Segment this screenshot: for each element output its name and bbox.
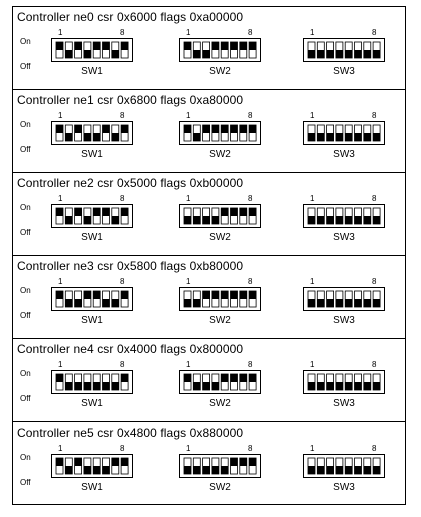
- off-label: Off: [20, 228, 31, 238]
- switch-number-last: 8: [372, 111, 377, 121]
- switch-toggle-off: [345, 382, 352, 390]
- switch-toggle-off: [345, 133, 352, 141]
- switch-toggle-on: [249, 374, 256, 382]
- controller-panel: [13, 256, 405, 339]
- switch-housing-border: [52, 122, 133, 145]
- switch-toggle-off: [84, 466, 91, 474]
- switch-toggle-off: [336, 382, 343, 390]
- switch-toggle-on: [240, 42, 247, 50]
- switch-toggle-on: [249, 125, 256, 133]
- switch-toggle-off: [65, 216, 72, 224]
- switch-toggle-off: [103, 466, 110, 474]
- controller-title: Controller ne3 csr 0x5800 flags 0xb80000: [17, 259, 244, 274]
- dip-switch-block: [51, 444, 133, 495]
- switch-toggle-on: [212, 42, 219, 50]
- switch-toggle-off: [65, 466, 72, 474]
- switch-toggle-off: [212, 216, 219, 224]
- switch-toggle-off: [373, 466, 380, 474]
- switch-toggle-off: [327, 133, 334, 141]
- dip-switch-block: [303, 111, 385, 162]
- switch-toggle-on: [103, 42, 110, 50]
- switch-toggle-off: [373, 299, 380, 307]
- switch-toggle-off: [65, 50, 72, 58]
- switch-number-last: 8: [248, 277, 253, 287]
- switch-number-first: 1: [310, 277, 315, 287]
- on-label: On: [20, 37, 31, 46]
- switch-housing-border: [304, 205, 385, 228]
- switch-housing: [51, 287, 133, 311]
- switch-housing-border: [304, 454, 385, 477]
- switch-toggle-off: [355, 50, 362, 58]
- switch-toggle-on: [121, 125, 128, 133]
- switch-toggle-on: [93, 42, 100, 50]
- switch-number-last: 8: [248, 28, 253, 37]
- switch-housing-border: [180, 288, 261, 311]
- switch-toggle-off: [355, 382, 362, 390]
- dip-switch-block: [303, 277, 385, 328]
- switch-toggle-off: [327, 299, 334, 307]
- switch-toggle-off: [84, 216, 91, 224]
- switch-label: SW3: [333, 398, 355, 410]
- switch-housing-border: [180, 39, 261, 62]
- switch-toggle-on: [221, 42, 228, 50]
- switch-toggle-on: [249, 208, 256, 216]
- switch-toggle-off: [203, 382, 210, 390]
- switch-toggle-off: [373, 216, 380, 224]
- dip-switch-block: [179, 111, 261, 162]
- switch-label: SW1: [81, 315, 103, 327]
- switch-number-first: 1: [186, 443, 191, 453]
- switch-housing-border: [180, 122, 261, 145]
- switch-toggle-off: [93, 466, 100, 474]
- dip-switch-block: [51, 111, 133, 162]
- switch-label: SW1: [81, 232, 103, 244]
- switch-toggle-off: [93, 133, 100, 141]
- switch-label: SW1: [81, 149, 103, 161]
- switch-number-first: 1: [186, 360, 191, 370]
- switch-toggle-on: [93, 208, 100, 216]
- switch-toggle-off: [65, 382, 72, 390]
- switch-housing: [303, 38, 385, 62]
- switch-toggle-off: [355, 133, 362, 141]
- switch-number-first: 1: [310, 28, 315, 37]
- on-label: On: [20, 203, 31, 213]
- switch-number-first: 1: [186, 111, 191, 121]
- dip-switch-block: [51, 194, 133, 245]
- switch-label: SW2: [209, 66, 231, 77]
- switch-toggle-off: [112, 50, 119, 58]
- switch-toggle-on: [121, 291, 128, 299]
- switch-toggle-on: [75, 125, 82, 133]
- switch-toggle-off: [112, 299, 119, 307]
- switch-toggle-off: [364, 299, 371, 307]
- switch-label: SW2: [209, 149, 231, 161]
- switch-toggle-on: [221, 291, 228, 299]
- switch-toggle-on: [75, 42, 82, 50]
- switch-toggle-on: [75, 208, 82, 216]
- switch-toggle-on: [249, 42, 256, 50]
- switch-housing: [179, 204, 261, 228]
- switch-toggle-off: [193, 466, 200, 474]
- switch-housing-border: [52, 454, 133, 477]
- switch-toggle-off: [364, 50, 371, 58]
- switch-toggle-off: [193, 382, 200, 390]
- off-label: Off: [20, 477, 31, 487]
- switch-label: SW3: [333, 481, 355, 493]
- switch-toggle-off: [112, 133, 119, 141]
- switch-housing: [51, 38, 133, 62]
- switch-toggle-off: [364, 466, 371, 474]
- switch-toggle-on: [56, 458, 63, 466]
- switch-toggle-on: [203, 291, 210, 299]
- controller-panel: [13, 423, 405, 506]
- switch-housing-border: [304, 288, 385, 311]
- switch-toggle-on: [240, 208, 247, 216]
- switch-housing-border: [180, 205, 261, 228]
- switch-toggle-off: [84, 133, 91, 141]
- switch-toggle-off: [193, 133, 200, 141]
- dip-switch-block: [179, 194, 261, 245]
- switch-toggle-on: [121, 208, 128, 216]
- dip-switch-block: [51, 277, 133, 328]
- switch-toggle-off: [327, 466, 334, 474]
- switch-toggle-on: [221, 374, 228, 382]
- controller-panel: [13, 7, 405, 90]
- switch-toggle-off: [317, 133, 324, 141]
- switch-number-first: 1: [310, 194, 315, 204]
- switch-toggle-on: [240, 458, 247, 466]
- controller-title: Controller ne0 csr 0x6000 flags 0xa00000: [17, 10, 244, 24]
- switch-toggle-on: [231, 208, 238, 216]
- switch-toggle-off: [84, 50, 91, 58]
- switch-toggle-off: [336, 50, 343, 58]
- switch-housing-border: [304, 122, 385, 145]
- switch-label: SW3: [333, 66, 355, 77]
- switch-toggle-on: [56, 42, 63, 50]
- switch-housing-border: [52, 371, 133, 394]
- switch-housing: [303, 287, 385, 311]
- switch-number-last: 8: [372, 28, 377, 37]
- switch-housing: [179, 287, 261, 311]
- switch-toggle-on: [112, 458, 119, 466]
- switch-toggle-on: [240, 291, 247, 299]
- dip-switch-block: [179, 277, 261, 328]
- switch-number-first: 1: [58, 111, 63, 121]
- on-label: On: [20, 286, 31, 296]
- switch-label: SW1: [81, 66, 103, 77]
- switch-toggle-off: [373, 133, 380, 141]
- switch-toggle-off: [221, 466, 228, 474]
- on-label: On: [20, 120, 31, 130]
- switch-number-first: 1: [310, 443, 315, 453]
- switch-toggle-off: [103, 299, 110, 307]
- switch-toggle-off: [308, 382, 315, 390]
- switch-toggle-off: [75, 299, 82, 307]
- switch-number-last: 8: [248, 111, 253, 121]
- switch-toggle-off: [193, 216, 200, 224]
- off-label: Off: [20, 145, 31, 155]
- switch-toggle-off: [336, 133, 343, 141]
- switch-number-last: 8: [120, 28, 125, 37]
- controller-title: Controller ne4 csr 0x4000 flags 0x800000: [17, 342, 244, 357]
- switch-toggle-off: [308, 216, 315, 224]
- switch-toggle-off: [336, 299, 343, 307]
- off-label: Off: [20, 394, 31, 404]
- switch-housing: [51, 204, 133, 228]
- controller-title: Controller ne1 csr 0x6800 flags 0xa80000: [17, 93, 244, 108]
- switch-toggle-off: [317, 299, 324, 307]
- switch-housing-border: [304, 39, 385, 62]
- switch-label: SW3: [333, 149, 355, 161]
- switch-toggle-off: [112, 382, 119, 390]
- switch-toggle-off: [336, 466, 343, 474]
- switch-housing: [51, 370, 133, 394]
- dip-switch-block: [51, 28, 133, 79]
- switch-label: SW2: [209, 481, 231, 493]
- switch-toggle-off: [193, 50, 200, 58]
- switch-label: SW1: [81, 398, 103, 410]
- switch-toggle-off: [193, 299, 200, 307]
- switch-toggle-off: [355, 299, 362, 307]
- switch-toggle-on: [56, 208, 63, 216]
- controller-panel: [13, 90, 405, 173]
- switch-toggle-off: [203, 216, 210, 224]
- switch-number-last: 8: [120, 194, 125, 204]
- dip-switch-block: [303, 360, 385, 411]
- switch-housing: [303, 204, 385, 228]
- switch-toggle-off: [373, 50, 380, 58]
- switch-toggle-off: [364, 216, 371, 224]
- switch-toggle-on: [103, 125, 110, 133]
- switch-toggle-off: [184, 216, 191, 224]
- controller-title: Controller ne2 csr 0x5000 flags 0xb00000: [17, 176, 244, 191]
- switch-label: SW3: [333, 315, 355, 327]
- switch-toggle-off: [84, 382, 91, 390]
- switch-toggle-off: [212, 382, 219, 390]
- switch-toggle-on: [249, 291, 256, 299]
- switch-toggle-off: [75, 382, 82, 390]
- dip-switch-block: [303, 194, 385, 245]
- switch-toggle-off: [184, 466, 191, 474]
- switch-number-last: 8: [248, 443, 253, 453]
- switch-toggle-on: [212, 291, 219, 299]
- switch-toggle-on: [84, 291, 91, 299]
- switch-number-first: 1: [58, 443, 63, 453]
- switch-number-first: 1: [58, 28, 63, 37]
- switch-housing: [179, 38, 261, 62]
- switch-number-last: 8: [372, 443, 377, 453]
- switch-toggle-off: [203, 466, 210, 474]
- switch-toggle-on: [203, 125, 210, 133]
- dip-switch-block: [179, 28, 261, 79]
- off-label: Off: [20, 62, 31, 71]
- switch-housing: [179, 370, 261, 394]
- switch-toggle-on: [121, 42, 128, 50]
- switch-toggle-on: [75, 458, 82, 466]
- switch-housing-border: [304, 371, 385, 394]
- switch-toggle-off: [364, 382, 371, 390]
- switch-toggle-off: [327, 50, 334, 58]
- dip-switch-block: [51, 360, 133, 411]
- switch-number-first: 1: [58, 277, 63, 287]
- switch-toggle-on: [93, 291, 100, 299]
- switch-number-first: 1: [186, 277, 191, 287]
- switch-toggle-on: [231, 374, 238, 382]
- switch-number-last: 8: [372, 194, 377, 204]
- switch-toggle-on: [221, 208, 228, 216]
- switch-toggle-off: [355, 466, 362, 474]
- switch-toggle-off: [308, 466, 315, 474]
- switch-label: SW2: [209, 232, 231, 244]
- switch-toggle-off: [308, 50, 315, 58]
- switch-toggle-off: [327, 216, 334, 224]
- switch-toggle-off: [184, 299, 191, 307]
- switch-toggle-off: [93, 382, 100, 390]
- switch-toggle-on: [103, 208, 110, 216]
- switch-housing: [303, 121, 385, 145]
- switch-toggle-off: [317, 466, 324, 474]
- switch-toggle-on: [249, 458, 256, 466]
- switch-toggle-on: [221, 125, 228, 133]
- switch-number-first: 1: [186, 28, 191, 37]
- switch-toggle-off: [308, 133, 315, 141]
- switch-toggle-on: [231, 42, 238, 50]
- switch-toggle-off: [212, 466, 219, 474]
- switch-toggle-on: [231, 458, 238, 466]
- switch-toggle-off: [355, 216, 362, 224]
- switch-toggle-off: [345, 216, 352, 224]
- switch-number-first: 1: [310, 360, 315, 370]
- switch-label: SW2: [209, 315, 231, 327]
- switch-housing-border: [52, 288, 133, 311]
- switch-housing-border: [52, 39, 133, 62]
- switch-housing: [51, 121, 133, 145]
- on-label: On: [20, 452, 31, 462]
- switch-housing: [51, 454, 133, 478]
- switch-label: SW2: [209, 398, 231, 410]
- switch-housing-border: [180, 454, 261, 477]
- switch-toggle-on: [184, 374, 191, 382]
- switch-number-last: 8: [372, 277, 377, 287]
- switch-toggle-on: [212, 125, 219, 133]
- switch-toggle-on: [121, 458, 128, 466]
- switch-number-first: 1: [58, 194, 63, 204]
- controller-panel: [13, 173, 405, 256]
- off-label: Off: [20, 311, 31, 321]
- switch-toggle-off: [345, 299, 352, 307]
- on-label: On: [20, 369, 31, 379]
- switch-toggle-off: [327, 382, 334, 390]
- switch-number-last: 8: [120, 277, 125, 287]
- switch-toggle-off: [308, 299, 315, 307]
- switch-number-last: 8: [248, 360, 253, 370]
- switch-housing: [303, 370, 385, 394]
- switch-toggle-off: [373, 382, 380, 390]
- switch-number-first: 1: [186, 194, 191, 204]
- switch-toggle-on: [56, 125, 63, 133]
- switch-toggle-on: [56, 374, 63, 382]
- switch-toggle-off: [203, 50, 210, 58]
- dip-switch-block: [303, 444, 385, 495]
- switch-housing: [303, 454, 385, 478]
- switch-toggle-off: [112, 216, 119, 224]
- switch-number-last: 8: [120, 360, 125, 370]
- switch-number-last: 8: [120, 111, 125, 121]
- switch-toggle-on: [231, 125, 238, 133]
- controller-panel: [13, 339, 405, 422]
- switch-number-first: 1: [58, 360, 63, 370]
- switch-toggle-on: [121, 374, 128, 382]
- switch-toggle-off: [65, 133, 72, 141]
- switch-toggle-on: [184, 42, 191, 50]
- switch-toggle-off: [336, 216, 343, 224]
- dip-switch-block: [179, 444, 261, 495]
- switch-label: SW1: [81, 481, 103, 493]
- controller-title: Controller ne5 csr 0x4800 flags 0x880000: [17, 425, 244, 440]
- switch-label: SW3: [333, 232, 355, 244]
- switch-toggle-on: [56, 291, 63, 299]
- switch-toggle-on: [231, 291, 238, 299]
- switch-number-first: 1: [310, 111, 315, 121]
- dip-switch-diagram: [12, 6, 406, 505]
- switch-housing-border: [52, 205, 133, 228]
- switch-toggle-off: [317, 216, 324, 224]
- switch-toggle-on: [184, 125, 191, 133]
- switch-toggle-off: [65, 299, 72, 307]
- switch-toggle-off: [345, 50, 352, 58]
- switch-toggle-on: [240, 125, 247, 133]
- dip-switch-block: [303, 28, 385, 79]
- switch-housing-border: [180, 371, 261, 394]
- switch-toggle-on: [240, 374, 247, 382]
- switch-number-last: 8: [248, 194, 253, 204]
- switch-number-last: 8: [372, 360, 377, 370]
- switch-toggle-off: [364, 133, 371, 141]
- switch-number-last: 8: [120, 443, 125, 453]
- switch-toggle-off: [345, 466, 352, 474]
- switch-toggle-off: [317, 382, 324, 390]
- switch-housing: [179, 454, 261, 478]
- dip-switch-block: [179, 360, 261, 411]
- switch-toggle-off: [317, 50, 324, 58]
- switch-toggle-off: [103, 382, 110, 390]
- switch-housing: [179, 121, 261, 145]
